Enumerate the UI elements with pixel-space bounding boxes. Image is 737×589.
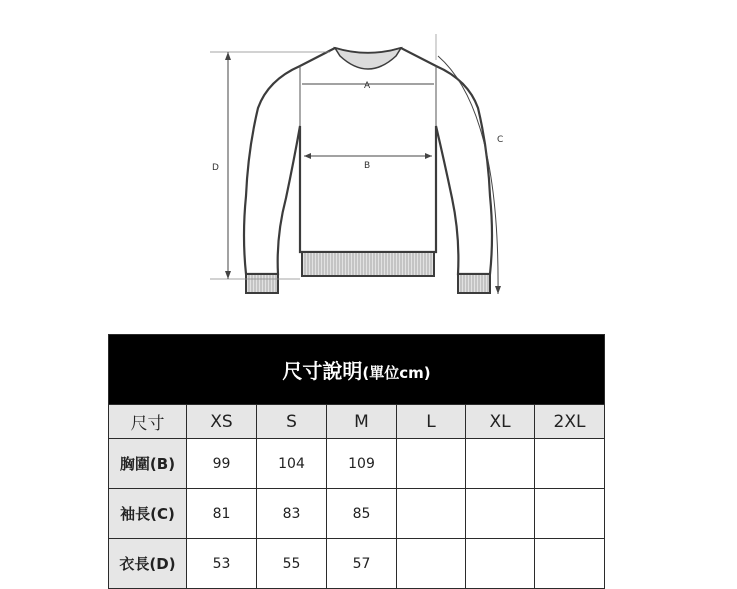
table-row-chest [109, 439, 605, 489]
dimension-d-arrow-bottom [225, 271, 231, 279]
table-header-row [109, 405, 605, 439]
table-cell: 85 [327, 489, 397, 539]
table-cell [397, 489, 466, 539]
table-cell: 109 [327, 439, 397, 489]
header-xs: XS [187, 405, 257, 439]
table-cell: 53 [187, 539, 257, 589]
header-l: L [397, 405, 466, 439]
table-cell [535, 539, 605, 589]
header-size: 尺寸 [109, 405, 187, 439]
header-2xl: 2XL [535, 405, 605, 439]
dimension-d-label: D [212, 163, 219, 173]
table-title-text: 尺寸說明 [282, 359, 363, 383]
dimension-c-arrow [495, 286, 501, 294]
table-cell: 83 [257, 489, 327, 539]
table-cell: 57 [327, 539, 397, 589]
dimension-a-label: A [364, 81, 371, 91]
table-cell: 81 [187, 489, 257, 539]
table-row-sleeve [109, 489, 605, 539]
row-label: 衣長(D) [109, 539, 187, 589]
table-cell [397, 539, 466, 589]
table-row-length [109, 539, 605, 589]
size-chart-table [108, 334, 605, 589]
row-label: 袖長(C) [109, 489, 187, 539]
dimension-b-label: B [364, 161, 371, 171]
table-cell: 99 [187, 439, 257, 489]
header-s: S [257, 405, 327, 439]
table-cell [466, 439, 535, 489]
table-cell [466, 489, 535, 539]
row-label: 胸圍(B) [109, 439, 187, 489]
table-cell: 104 [257, 439, 327, 489]
table-cell [535, 439, 605, 489]
dimension-c-label: C [497, 135, 504, 145]
table-cell [466, 539, 535, 589]
dimension-d-arrow-top [225, 52, 231, 60]
table-cell [535, 489, 605, 539]
table-title-row [109, 335, 605, 405]
table-cell [397, 439, 466, 489]
table-cell: 55 [257, 539, 327, 589]
header-m: M [327, 405, 397, 439]
header-xl: XL [466, 405, 535, 439]
table-unit-text: (單位cm) [362, 364, 431, 382]
table-title [109, 335, 605, 405]
